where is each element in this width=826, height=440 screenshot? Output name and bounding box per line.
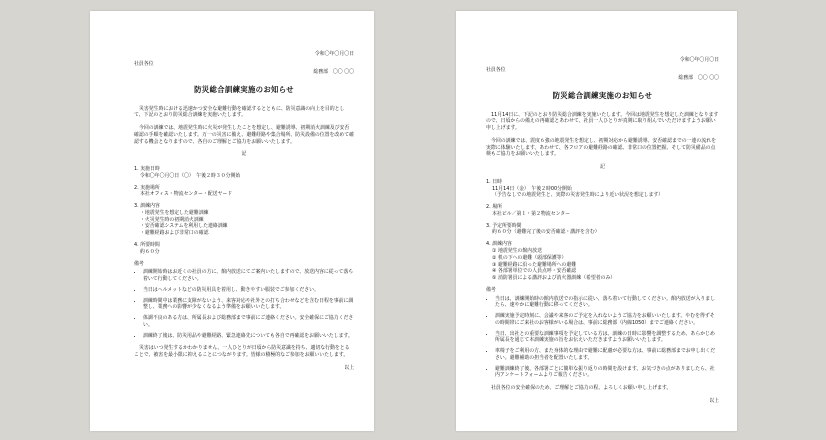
document-page-2 bbox=[456, 11, 737, 431]
notes-list bbox=[486, 296, 719, 380]
intro-paragraph: 11月14日に、下記のとおり防災総合訓練を実施いたします。今回は地震発生を想定した訓練となりますので、日頃からの備えの再確認とあわせて、社員一人ひとりが真剣に取り組んでいただけますようお願い申し上げます。 bbox=[486, 111, 719, 132]
section-line: ・火災発生時の初期消火訓練 bbox=[140, 216, 204, 223]
section-content bbox=[134, 203, 354, 237]
note-item: • 当日はヘルメットなどの防災用具を着用し、動きやすい服装でご参加ください。 bbox=[143, 287, 354, 294]
section-location bbox=[134, 185, 354, 199]
document-date: 令和〇年〇月〇日 bbox=[314, 51, 354, 57]
body-paragraph: 今回の訓練では、地震発生時に火災が発生したことを想定し、避難誘導、初期消火訓練及び安否確認の手順を確認いたします。万一の災害に備え、避難経路や集合場所、防災設備の位置を改めて確認する機会となりますので、各自のご理解とご協力をお願いいたします。 bbox=[134, 125, 354, 145]
document-date: 令和〇年〇月〇日 bbox=[679, 57, 719, 63]
section-line: （予告なしでの地震発生と、実際の災害発生時により近い状況を想定します） bbox=[492, 192, 664, 199]
section-line: 11月14日（金） 午後２時00分開始 bbox=[492, 185, 572, 192]
section-duration bbox=[486, 223, 719, 237]
section-line: ③ 避難経路に沿った避難場所への避難 bbox=[492, 261, 577, 268]
note-item: • 訓練実施予定時刻に、会議や来客のご予定を入れないようご協力をお願いいたします。やむを得ずその時間帯にご来社のお客様がいる場合は、事前に総務部（内線1050）までご連絡ください。 bbox=[495, 313, 719, 327]
section-heading: 1. 日時 bbox=[486, 178, 503, 185]
sender: 総務部 〇〇 〇〇 bbox=[678, 74, 719, 81]
section-location bbox=[486, 204, 719, 218]
closing-paragraph: 災害はいつ発生するかわかりません。一人ひとりが日頃から防災意識を持ち、適切な行動をとることで、被害を最小限に抑えることにつながります。皆様の積極的なご参加をお願いいたします。 bbox=[134, 345, 350, 359]
note-item: • 当日、出社との重要な訓練事項を予定している方は、訓練の日時に影響を調整するため、あらかじめ所属長を通じて本訓練実施の旨をお伝えいただきますようお願いいたします。 bbox=[495, 331, 719, 345]
section-line: ・避難経路および非常口の確認 bbox=[140, 230, 209, 237]
document-title: 防災総合訓練実施のお知らせ bbox=[552, 91, 653, 101]
closing-paragraph: 社員各位の安全確保のため、ご理解とご協力の程、よろしくお願い申し上げます。 bbox=[491, 385, 672, 392]
recipient: 社員各位 bbox=[134, 60, 154, 67]
document-title: 防災総合訓練実施のお知らせ bbox=[194, 85, 294, 95]
section-datetime bbox=[486, 179, 719, 199]
section-heading: 4. 所要時間 bbox=[134, 242, 160, 248]
ki-marker: 記 bbox=[241, 151, 247, 158]
section-heading: 1. 実施日時 bbox=[134, 166, 160, 173]
body-paragraph: 今回の訓練では、震度６強の地震発生を想定し、初期対応から避難誘導、安否確認までの一連の流れを実際に体験いたします。あわせて、各フロアの避難経路の確認、非常口の位置把握、そして防災備品の点検もご協力をお願いいたします。 bbox=[486, 137, 716, 158]
section-line: ① 地震発生の館内放送 bbox=[492, 248, 542, 254]
section-line: 令和〇年〇月〇日（〇） 午後２時３０分開始 bbox=[140, 172, 241, 179]
section-line: ・地震発生を想定した避難訓練 bbox=[140, 209, 209, 216]
section-line: ④ 各部署単位での人員点呼・安否確認 bbox=[492, 268, 577, 275]
note-item: • 車椅子をご利用の方、また身体的な理由で避難に配慮が必要な方は、事前に総務部までお申し出ください。避難補助の担当者を配置いたします。 bbox=[495, 348, 719, 362]
notes-list bbox=[134, 269, 354, 339]
section-line: ② 机の下への避難（頭部保護等） bbox=[492, 254, 567, 261]
section-heading: 3. 訓練内容 bbox=[134, 203, 160, 210]
closing-mark: 以上 bbox=[709, 398, 719, 405]
section-heading: 2. 実施場所 bbox=[134, 184, 160, 191]
section-heading: 2. 場所 bbox=[486, 204, 503, 211]
section-line: 約６０分（避難完了後の安否確認・講評を含む） bbox=[492, 229, 600, 236]
section-line: 本社オフィス・物流センター・配送ヤード bbox=[140, 191, 233, 198]
section-duration bbox=[134, 242, 354, 256]
intro-paragraph: 災害発生時における迅速かつ安全な避難行動を確認するとともに、防災意識の向上を目的として、下記のとおり防災総合訓練を実施いたします。 bbox=[134, 105, 345, 119]
section-line: ・安否確認システムを利用した連絡訓練 bbox=[140, 223, 228, 230]
note-item: • 避難訓練終了後、各部署ごとに簡単な振り返りの時間を設けます。お気づきの点がありましたら、社内アンケートフォームよりご報告ください。 bbox=[495, 366, 719, 380]
section-datetime bbox=[134, 166, 354, 180]
note-item: • 訓練開始時はお近くの社員の方に、館内放送にてご案内いたしますので、放送内容に従って落ち着いて行動してください。 bbox=[143, 269, 354, 283]
section-line: ⑤ 消防署員による講評および消火器訓練（希望者のみ） bbox=[492, 275, 616, 282]
notes-heading: 備考 bbox=[486, 286, 496, 293]
section-line: 約６０分 bbox=[140, 248, 160, 255]
recipient: 社員各位 bbox=[486, 66, 506, 73]
note-item: • 訓練終了後は、防災用品や避難経路、緊急連絡先についても各自で再確認をお願いいたします。 bbox=[143, 333, 354, 340]
ki-marker: 記 bbox=[600, 164, 605, 171]
note-item: • 体調不良のある方は、所属長および総務部まで事前にご連絡ください。安全確保にご協力ください。 bbox=[143, 315, 354, 329]
note-item: • 訓練時間中は業務に支障がないよう、来客対応や社外との打ち合わせなどを含む日程を事前に調整し、業務への影響が少なくなるよう準備をお願いいたします。 bbox=[143, 298, 354, 312]
document-page-1 bbox=[90, 11, 374, 431]
sender: 総務部 〇〇 〇〇 bbox=[313, 68, 354, 75]
section-content bbox=[486, 241, 719, 282]
notes-heading: 備考 bbox=[134, 260, 144, 267]
section-line: 本社ビル／第１・第２物流センター bbox=[492, 210, 571, 217]
section-heading: 4. 訓練内容 bbox=[486, 241, 512, 248]
note-item: • 当日は、訓練開始時の館内放送での指示に従い、落ち着いて行動してください。館内放送が入りましたら、速やかに避難行動に移ってください。 bbox=[495, 296, 719, 310]
section-heading: 3. 予定所要時間 bbox=[486, 222, 522, 229]
closing-mark: 以上 bbox=[344, 364, 354, 371]
